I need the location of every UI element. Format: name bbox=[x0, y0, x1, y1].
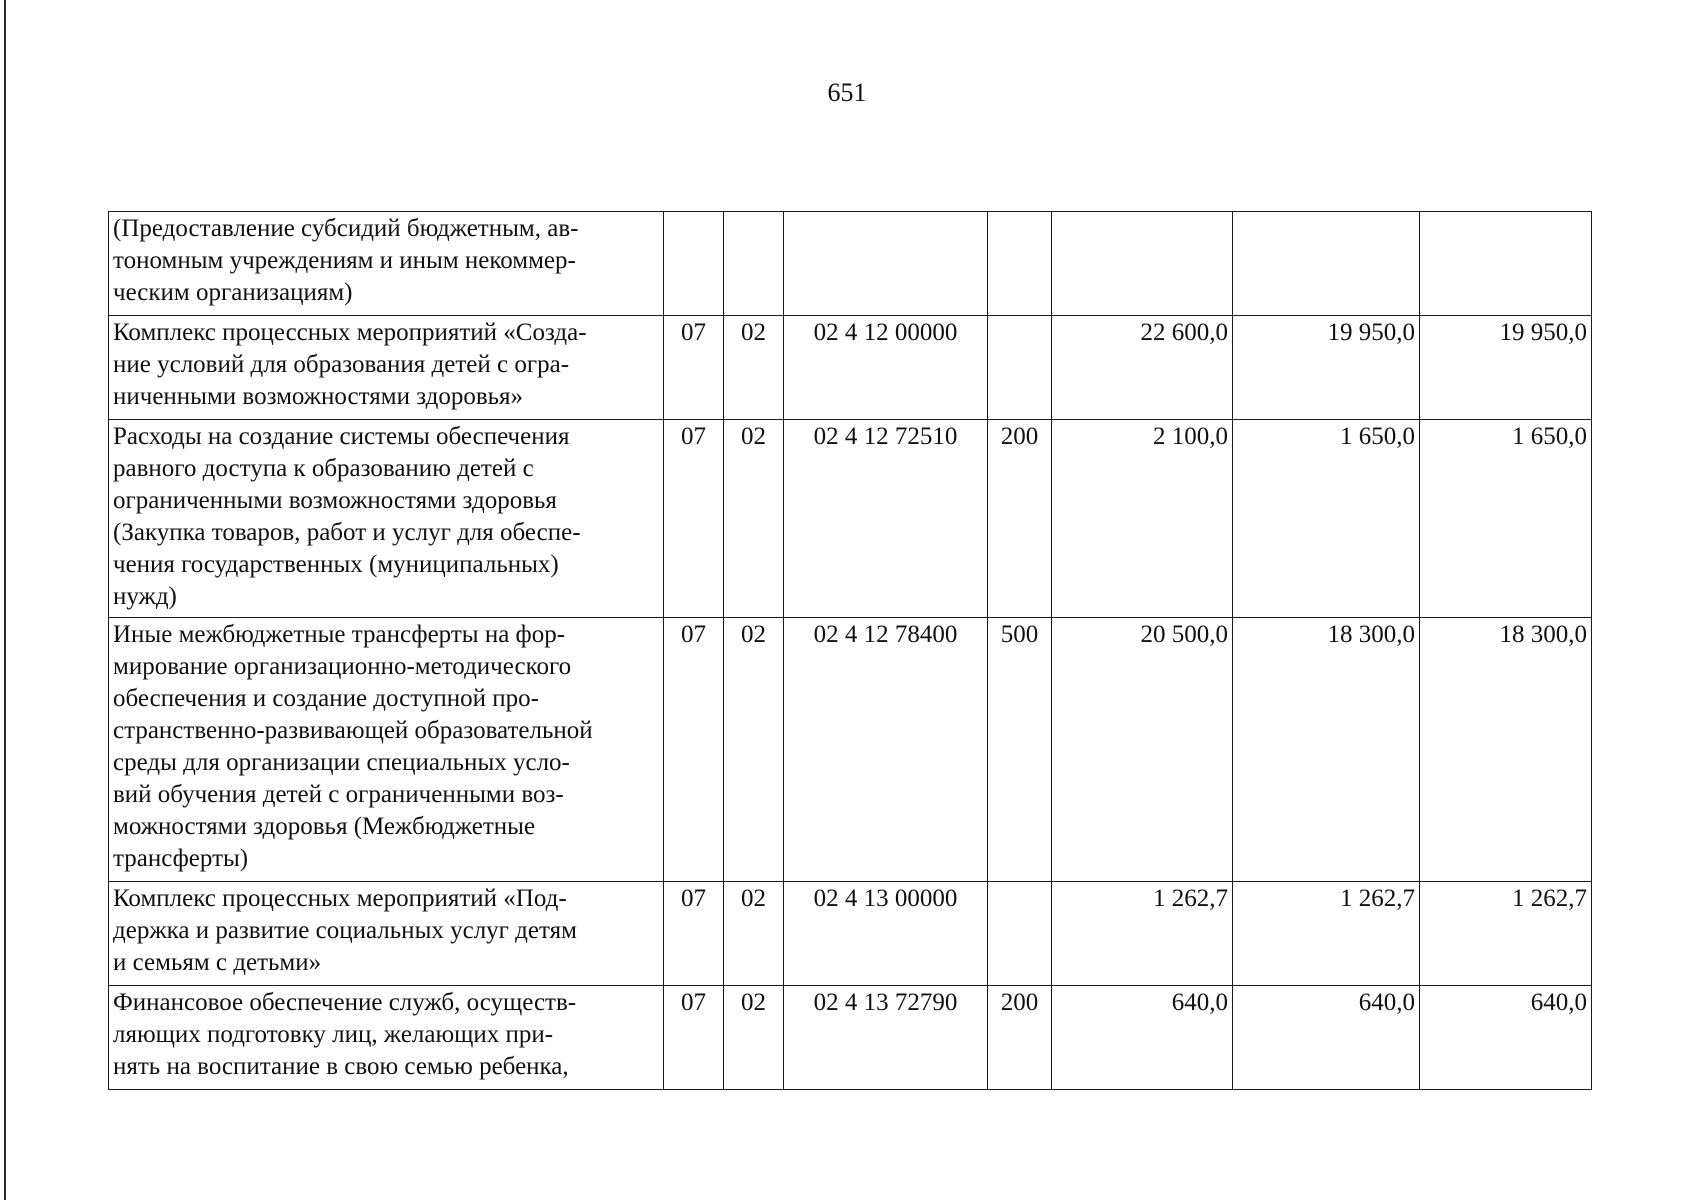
amount-year-1-cell: 2 100,0 bbox=[1052, 420, 1233, 618]
amount-year-3-cell: 1 650,0 bbox=[1420, 420, 1592, 618]
item-name-line: равного доступа к образованию детей с bbox=[113, 455, 534, 482]
item-name-line: ляющих подготовку лиц, желающих при- bbox=[113, 1021, 554, 1048]
section-code-cell: 07 bbox=[664, 420, 724, 618]
item-name-cell bbox=[109, 316, 664, 420]
table-row bbox=[109, 618, 1592, 882]
item-name-line: Расходы на создание системы обеспечения bbox=[113, 423, 570, 450]
target-article-cell bbox=[784, 212, 988, 316]
amount-year-1-cell: 22 600,0 bbox=[1052, 316, 1233, 420]
item-name-line: ограниченными возможностями здоровья bbox=[113, 487, 557, 514]
table-row bbox=[109, 316, 1592, 420]
target-article-cell: 02 4 12 78400 bbox=[784, 618, 988, 882]
amount-year-1-cell: 640,0 bbox=[1052, 986, 1233, 1090]
expense-type-cell bbox=[988, 882, 1052, 986]
item-name-line: Комплекс процессных мероприятий «Под- bbox=[113, 885, 567, 912]
target-article-cell: 02 4 13 72790 bbox=[784, 986, 988, 1090]
subsection-code-cell: 02 bbox=[724, 986, 784, 1090]
item-name-line: странственно-развивающей образовательной bbox=[113, 717, 593, 744]
expense-type-cell: 200 bbox=[988, 986, 1052, 1090]
table-row bbox=[109, 212, 1592, 316]
subsection-code-cell: 02 bbox=[724, 882, 784, 986]
item-name-cell bbox=[109, 618, 664, 882]
item-name-line: держка и развитие социальных услуг детям bbox=[113, 917, 577, 944]
item-name-line: Иные межбюджетные трансферты на фор- bbox=[113, 621, 566, 648]
item-name-line: (Закупка товаров, работ и услуг для обеспе- bbox=[113, 519, 581, 546]
item-name-line: среды для организации специальных усло- bbox=[113, 749, 570, 776]
subsection-code-cell: 02 bbox=[724, 316, 784, 420]
item-name-line: чения государственных (муниципальных) bbox=[113, 551, 559, 578]
item-name-cell bbox=[109, 420, 664, 618]
item-name-cell bbox=[109, 882, 664, 986]
item-name-line: тономным учреждениям и иным некоммер- bbox=[113, 247, 576, 274]
table-row bbox=[109, 882, 1592, 986]
amount-year-2-cell: 19 950,0 bbox=[1233, 316, 1420, 420]
amount-year-2-cell: 18 300,0 bbox=[1233, 618, 1420, 882]
table-row bbox=[109, 986, 1592, 1090]
section-code-cell: 07 bbox=[664, 316, 724, 420]
amount-year-3-cell: 19 950,0 bbox=[1420, 316, 1592, 420]
item-name-line: Финансовое обеспечение служб, осуществ- bbox=[113, 989, 577, 1016]
target-article-cell: 02 4 12 00000 bbox=[784, 316, 988, 420]
subsection-code-cell: 02 bbox=[724, 420, 784, 618]
item-name-line: и семьям с детьми» bbox=[113, 949, 322, 976]
section-code-cell: 07 bbox=[664, 882, 724, 986]
item-name-line: нужд) bbox=[113, 583, 177, 610]
amount-year-2-cell: 640,0 bbox=[1233, 986, 1420, 1090]
budget-table bbox=[108, 211, 1592, 1090]
amount-year-2-cell: 1 650,0 bbox=[1233, 420, 1420, 618]
expense-type-cell: 200 bbox=[988, 420, 1052, 618]
amount-year-3-cell bbox=[1420, 212, 1592, 316]
item-name-line: нять на воспитание в свою семью ребенка, bbox=[113, 1053, 569, 1080]
amount-year-1-cell: 1 262,7 bbox=[1052, 882, 1233, 986]
amount-year-2-cell: 1 262,7 bbox=[1233, 882, 1420, 986]
table-row bbox=[109, 420, 1592, 618]
item-name-line: трансферты) bbox=[113, 845, 249, 872]
item-name-cell bbox=[109, 212, 664, 316]
expense-type-cell: 500 bbox=[988, 618, 1052, 882]
item-name-line: обеспечения и создание доступной про- bbox=[113, 685, 539, 712]
amount-year-3-cell: 1 262,7 bbox=[1420, 882, 1592, 986]
item-name-line: Комплекс процессных мероприятий «Созда- bbox=[113, 319, 587, 346]
target-article-cell: 02 4 13 00000 bbox=[784, 882, 988, 986]
item-name-line: ние условий для образования детей с огра- bbox=[113, 351, 570, 378]
amount-year-1-cell bbox=[1052, 212, 1233, 316]
amount-year-3-cell: 640,0 bbox=[1420, 986, 1592, 1090]
section-code-cell: 07 bbox=[664, 986, 724, 1090]
page-number: 651 bbox=[827, 78, 867, 107]
amount-year-1-cell: 20 500,0 bbox=[1052, 618, 1233, 882]
subsection-code-cell bbox=[724, 212, 784, 316]
item-name-line: ниченными возможностями здоровья» bbox=[113, 383, 524, 410]
expense-type-cell bbox=[988, 212, 1052, 316]
item-name-line: (Предоставление субсидий бюджетным, ав- bbox=[113, 215, 579, 242]
item-name-line: мирование организационно-методического bbox=[113, 653, 572, 680]
section-code-cell: 07 bbox=[664, 618, 724, 882]
amount-year-3-cell: 18 300,0 bbox=[1420, 618, 1592, 882]
item-name-line: вий обучения детей с ограниченными воз- bbox=[113, 781, 564, 808]
amount-year-2-cell bbox=[1233, 212, 1420, 316]
target-article-cell: 02 4 12 72510 bbox=[784, 420, 988, 618]
section-code-cell bbox=[664, 212, 724, 316]
item-name-line: можностями здоровья (Межбюджетные bbox=[113, 813, 536, 840]
expense-type-cell bbox=[988, 316, 1052, 420]
subsection-code-cell: 02 bbox=[724, 618, 784, 882]
scan-edge-line bbox=[4, 0, 6, 1200]
item-name-cell bbox=[109, 986, 664, 1090]
item-name-line: ческим организациям) bbox=[113, 279, 353, 306]
budget-table-body bbox=[109, 212, 1592, 1090]
